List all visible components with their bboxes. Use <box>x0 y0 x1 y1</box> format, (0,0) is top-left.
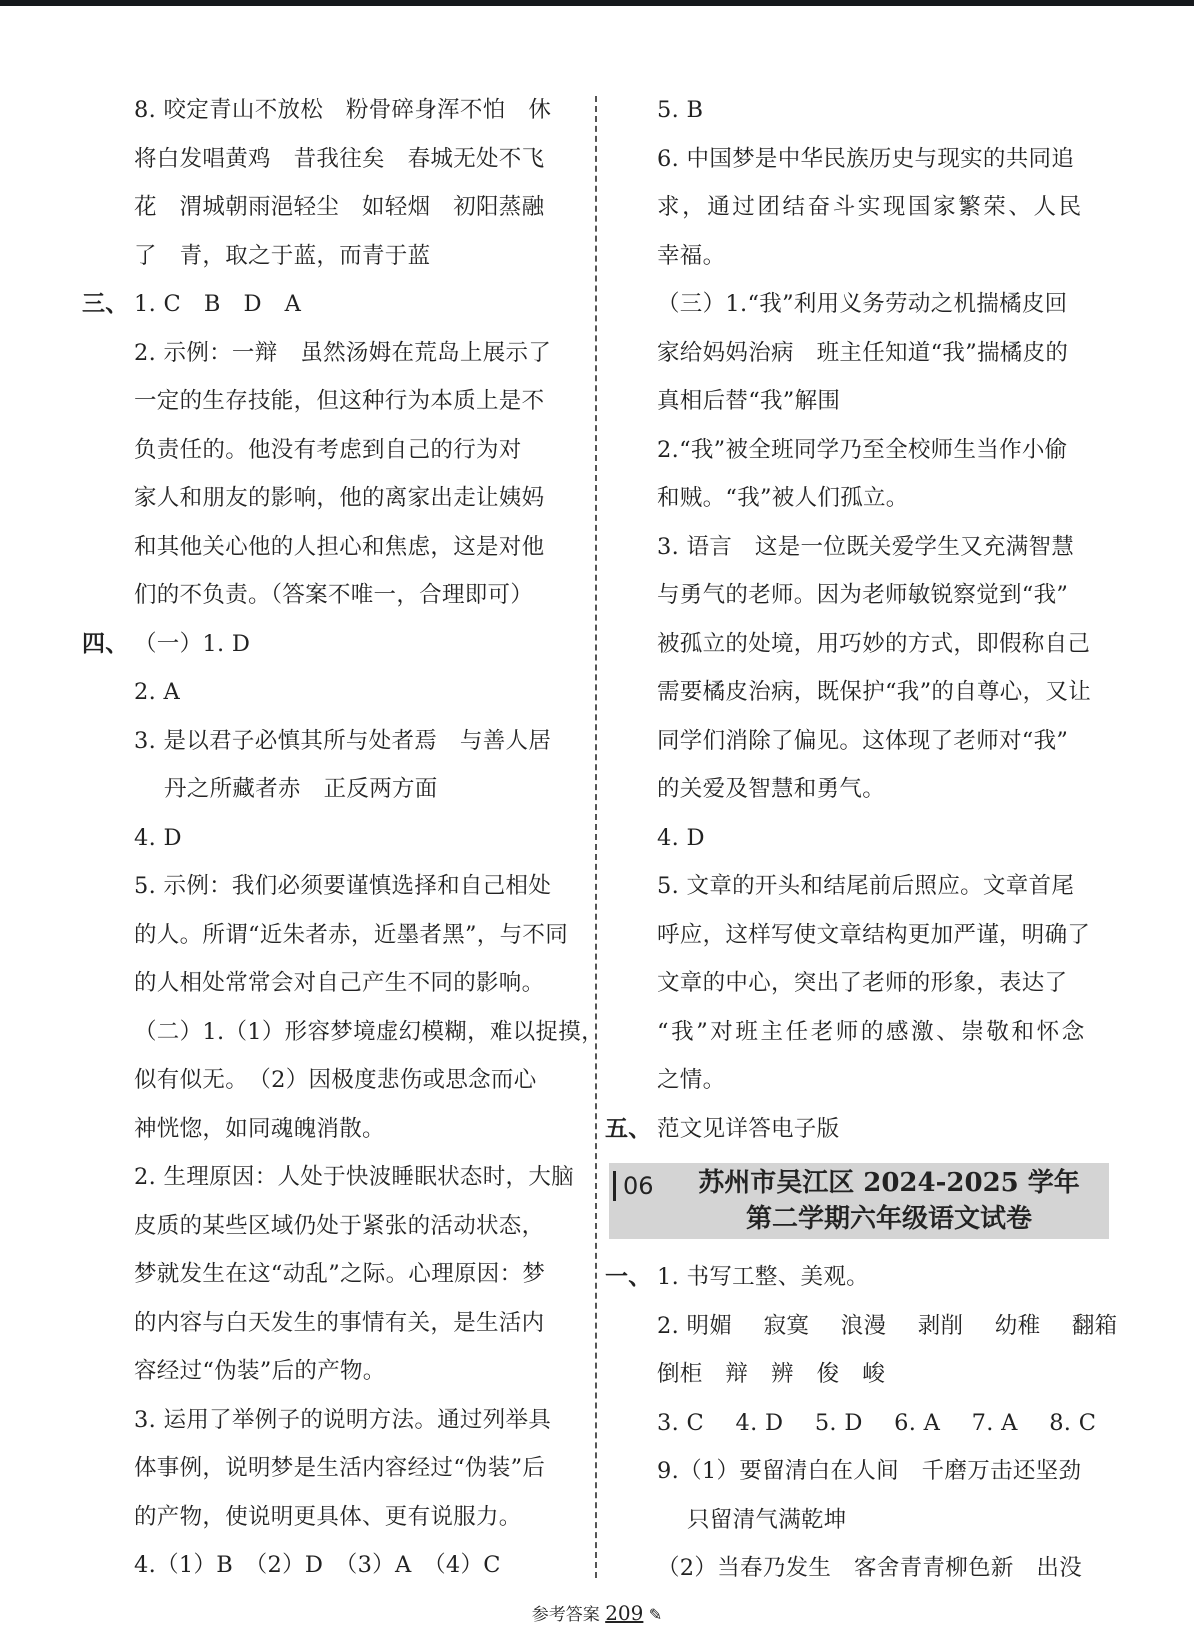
section-one-line <box>605 1253 1125 1302</box>
page-number: 209 <box>605 1601 644 1625</box>
text-line: 丹之所藏者赤 正反两方面 <box>164 776 438 802</box>
section-four-line <box>82 620 592 669</box>
section-three-line <box>82 280 592 329</box>
text-line: （三）1.“我”利用义务劳动之机揣橘皮回 <box>657 291 1068 317</box>
text-line: 呼应，这样写使文章结构更加严谨，明确了 <box>657 921 1091 948</box>
text-line: 5. B <box>657 97 704 123</box>
top-edge-bar <box>0 0 1194 6</box>
text-line: 神恍惚，如同魂魄消散。 <box>134 1115 385 1142</box>
text-line: （二）1.（1）形容梦境虚幻模糊，难以捉摸， <box>134 1018 604 1045</box>
text-line: 2. 示例：一辩 虽然汤姆在荒岛上展示了 <box>134 339 552 366</box>
section-marker: 三、 <box>82 290 129 317</box>
word-item: 浪漫 <box>840 1312 887 1339</box>
text-line: 皮质的某些区域仍处于紧张的活动状态， <box>134 1212 545 1239</box>
word-item: 寂寞 <box>763 1312 810 1339</box>
text-line: 同学们消除了偏见。这体现了老师对“我” <box>657 727 1069 754</box>
text-line: 和其他关心他的人担心和焦虑，这是对他 <box>134 533 545 560</box>
text-line: 家给妈妈治病 班主任知道“我”揣橘皮的 <box>657 339 1069 366</box>
text-line: 2. 生理原因：人处于快波睡眠状态时，大脑 <box>134 1164 574 1190</box>
text-line: 需要橘皮治病，既保护“我”的自尊心，又让 <box>657 679 1092 705</box>
text-line: 的人相处常常会对自己产生不同的影响。 <box>134 970 545 996</box>
pen-icon: ✎ <box>648 1605 663 1624</box>
text-line: 将白发唱黄鸡 昔我往矣 春城无处不飞 <box>134 145 545 172</box>
text-line: 幸福。 <box>657 242 726 269</box>
choice-item: 5. D <box>814 1409 863 1436</box>
text-line: 和贼。“我”被人们孤立。 <box>657 485 909 511</box>
text-line: 3. 语言 这是一位既关爱学生又充满智慧 <box>657 533 1075 560</box>
section-marker: 一、 <box>605 1263 652 1290</box>
text-line: 之情。 <box>657 1067 726 1093</box>
section-five-line <box>605 1105 1125 1154</box>
text-line: 了 青，取之于蓝，而青于蓝 <box>134 242 431 269</box>
text-line: 花 渭城朝雨浥轻尘 如轻烟 初阳蒸融 <box>134 194 545 220</box>
words-line <box>605 1302 1125 1351</box>
text-line: 2. A <box>134 679 181 705</box>
choice-item: 3. C <box>657 1409 705 1436</box>
text-line: 家人和朋友的影响，他的离家出走让姨妈 <box>134 485 545 511</box>
text-line: 1. C B D A <box>134 291 302 317</box>
text-line: 体事例，说明梦是生活内容经过“伪装”后 <box>134 1455 546 1481</box>
section-marker: 四、 <box>82 629 129 657</box>
text-line: 们的不负责。（答案不唯一，合理即可） <box>134 582 534 608</box>
exam-title-line2: 第二学期六年级语文试卷 <box>745 1204 1032 1234</box>
choice-item: 8. C <box>1049 1409 1097 1436</box>
text-line: 8. 咬定青山不放松 粉骨碎身浑不怕 休 <box>134 97 552 123</box>
text-line: 文章的中心，突出了老师的形象，表达了 <box>657 970 1068 996</box>
text-line: 容经过“伪装”后的产物。 <box>134 1358 386 1384</box>
footer-label: 参考答案 <box>531 1605 600 1625</box>
text-line: 求，通过团结奋斗实现国家繁荣、人民 <box>657 194 1084 220</box>
exam-title-line1: 苏州市吴江区 2024-2025 学年 <box>698 1168 1080 1198</box>
right-column <box>605 86 1125 1593</box>
text-line: 倒柜 辩 辨 俊 峻 <box>657 1361 886 1387</box>
choice-item: 4. D <box>735 1409 784 1436</box>
exam-number: 06 <box>623 1172 654 1200</box>
page-footer <box>0 1600 1194 1625</box>
text-line: 5. 文章的开头和结尾前后照应。文章首尾 <box>657 873 1075 899</box>
text-line: （一）1. D <box>134 630 251 657</box>
text-line: 被孤立的处境，用巧妙的方式，即假称自己 <box>657 630 1091 657</box>
text-line: 5. 示例：我们必须要谨慎选择和自己相处 <box>134 873 552 899</box>
exam-title-banner <box>609 1163 1109 1239</box>
text-line: 4. D <box>657 824 705 851</box>
text-line: 6. 中国梦是中华民族历史与现实的共同追 <box>657 145 1075 172</box>
banner-accent-bar <box>613 1171 616 1201</box>
text-line: 1. 书写工整、美观。 <box>657 1264 869 1290</box>
word-item: 剥削 <box>917 1312 964 1339</box>
choice-item: 6. A <box>894 1409 941 1436</box>
text-line: 的人。所谓“近朱者赤，近墨者黑”，与不同 <box>134 921 569 948</box>
word-item: 幼稚 <box>994 1312 1041 1339</box>
text-line: 范文见详答电子版 <box>657 1115 840 1142</box>
column-divider <box>595 96 597 1578</box>
text-line: 4.（1）B （2）D （3）A （4）C <box>134 1552 501 1578</box>
text-line: 3. 是以君子必慎其所与处者焉 与善人居 <box>134 727 552 754</box>
text-line: 2.“我”被全班同学乃至全校师生当作小偷 <box>657 436 1068 463</box>
text-line: 的关爱及智慧和勇气。 <box>657 776 886 802</box>
word-item: 2. 明媚 <box>657 1312 733 1339</box>
text-line: 3. 运用了举例子的说明方法。通过列举具 <box>134 1406 552 1433</box>
text-line: 梦就发生在这“动乱”之际。心理原因：梦 <box>134 1261 546 1287</box>
choice-item: 7. A <box>971 1409 1018 1436</box>
word-item: 翻箱 <box>1071 1312 1118 1339</box>
section-marker: 五、 <box>605 1114 652 1142</box>
text-line: 真相后替“我”解围 <box>657 388 841 414</box>
choices-line <box>605 1399 1125 1448</box>
text-line: 只留清气满乾坤 <box>687 1506 847 1533</box>
text-line: （2）当春乃发生 客舍青青柳色新 出没 <box>657 1555 1083 1581</box>
text-line: 一定的生存技能，但这种行为本质上是不 <box>134 388 545 414</box>
text-line: 9.（1）要留清白在人间 千磨万击还坚劲 <box>657 1458 1082 1484</box>
text-line: 的内容与白天发生的事情有关，是生活内 <box>134 1309 545 1336</box>
text-line: 似有似无。 （2）因极度悲伤或思念而心 <box>134 1067 537 1093</box>
text-line: “我”对班主任老师的感激、崇敬和怀念 <box>657 1018 1087 1045</box>
text-line: 4. D <box>134 824 182 851</box>
left-column <box>82 86 604 1590</box>
text-line: 与勇气的老师。因为老师敏锐察觉到“我” <box>657 582 1069 608</box>
text-line: 的产物，使说明更具体、更有说服力。 <box>134 1503 522 1530</box>
text-line: 负责任的。他没有考虑到自己的行为对 <box>134 436 522 463</box>
